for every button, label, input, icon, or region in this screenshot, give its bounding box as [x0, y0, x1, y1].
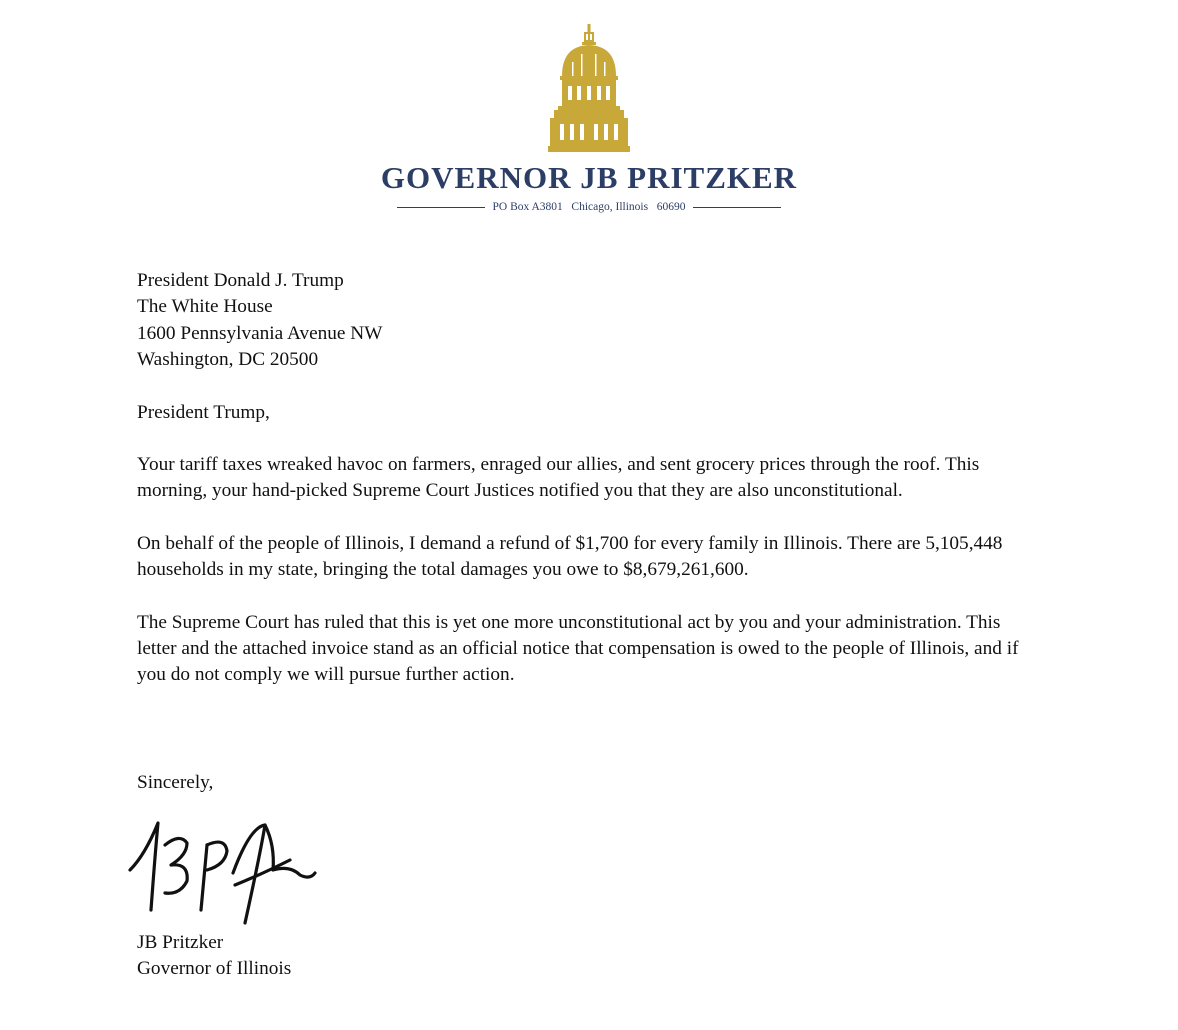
- recipient-street: 1600 Pennsylvania Avenue NW: [137, 322, 383, 344]
- recipient-city: Washington, DC 20500: [137, 349, 319, 371]
- recipient-name: President Donald J. Trump: [137, 270, 344, 291]
- salutation: President Trump,: [137, 401, 270, 423]
- body-paragraph-3: The Supreme Court has ruled that this is yet one more unconstitutional act by you and your administration. This letter and the attached invoice stand as an official notice that compensation is owed to the people of Illinois, and if you do not comply we will pursue further action.: [137, 611, 1019, 686]
- letter-body: [137, 268, 1037, 715]
- divider-right: [693, 207, 781, 208]
- body-paragraph-2: On behalf of the people of Illinois, I demand a refund of $1,700 for every family in Illinois. There are 5,105,448 households in my state, bringing the total damages you owe to $8,679,261,600.: [137, 532, 1003, 581]
- closing: Sincerely,: [137, 772, 214, 793]
- recipient-block: [137, 268, 1037, 374]
- letterhead: [0, 0, 1178, 230]
- letterhead-title: GOVERNOR JB PRITZKER: [380, 160, 798, 195]
- signature-icon: [125, 815, 325, 930]
- signer-name: JB Pritzker: [137, 932, 224, 953]
- letterhead-address-line: [0, 201, 1178, 213]
- recipient-organization: The White House: [137, 296, 273, 318]
- divider-left: [397, 207, 485, 208]
- signer-title: Governor of Illinois: [137, 958, 292, 980]
- signer-block: [137, 930, 291, 983]
- capitol-dome-icon: [548, 24, 630, 154]
- body-paragraph-1: Your tariff taxes wreaked havoc on farmers, enraged our allies, and sent grocery prices through the roof. This morning, your hand-picked Supreme Court Justices notified you that they are also unconstitutional.: [137, 454, 980, 502]
- letterhead-address: PO Box A3801 Chicago, Illinois 60690: [492, 201, 686, 213]
